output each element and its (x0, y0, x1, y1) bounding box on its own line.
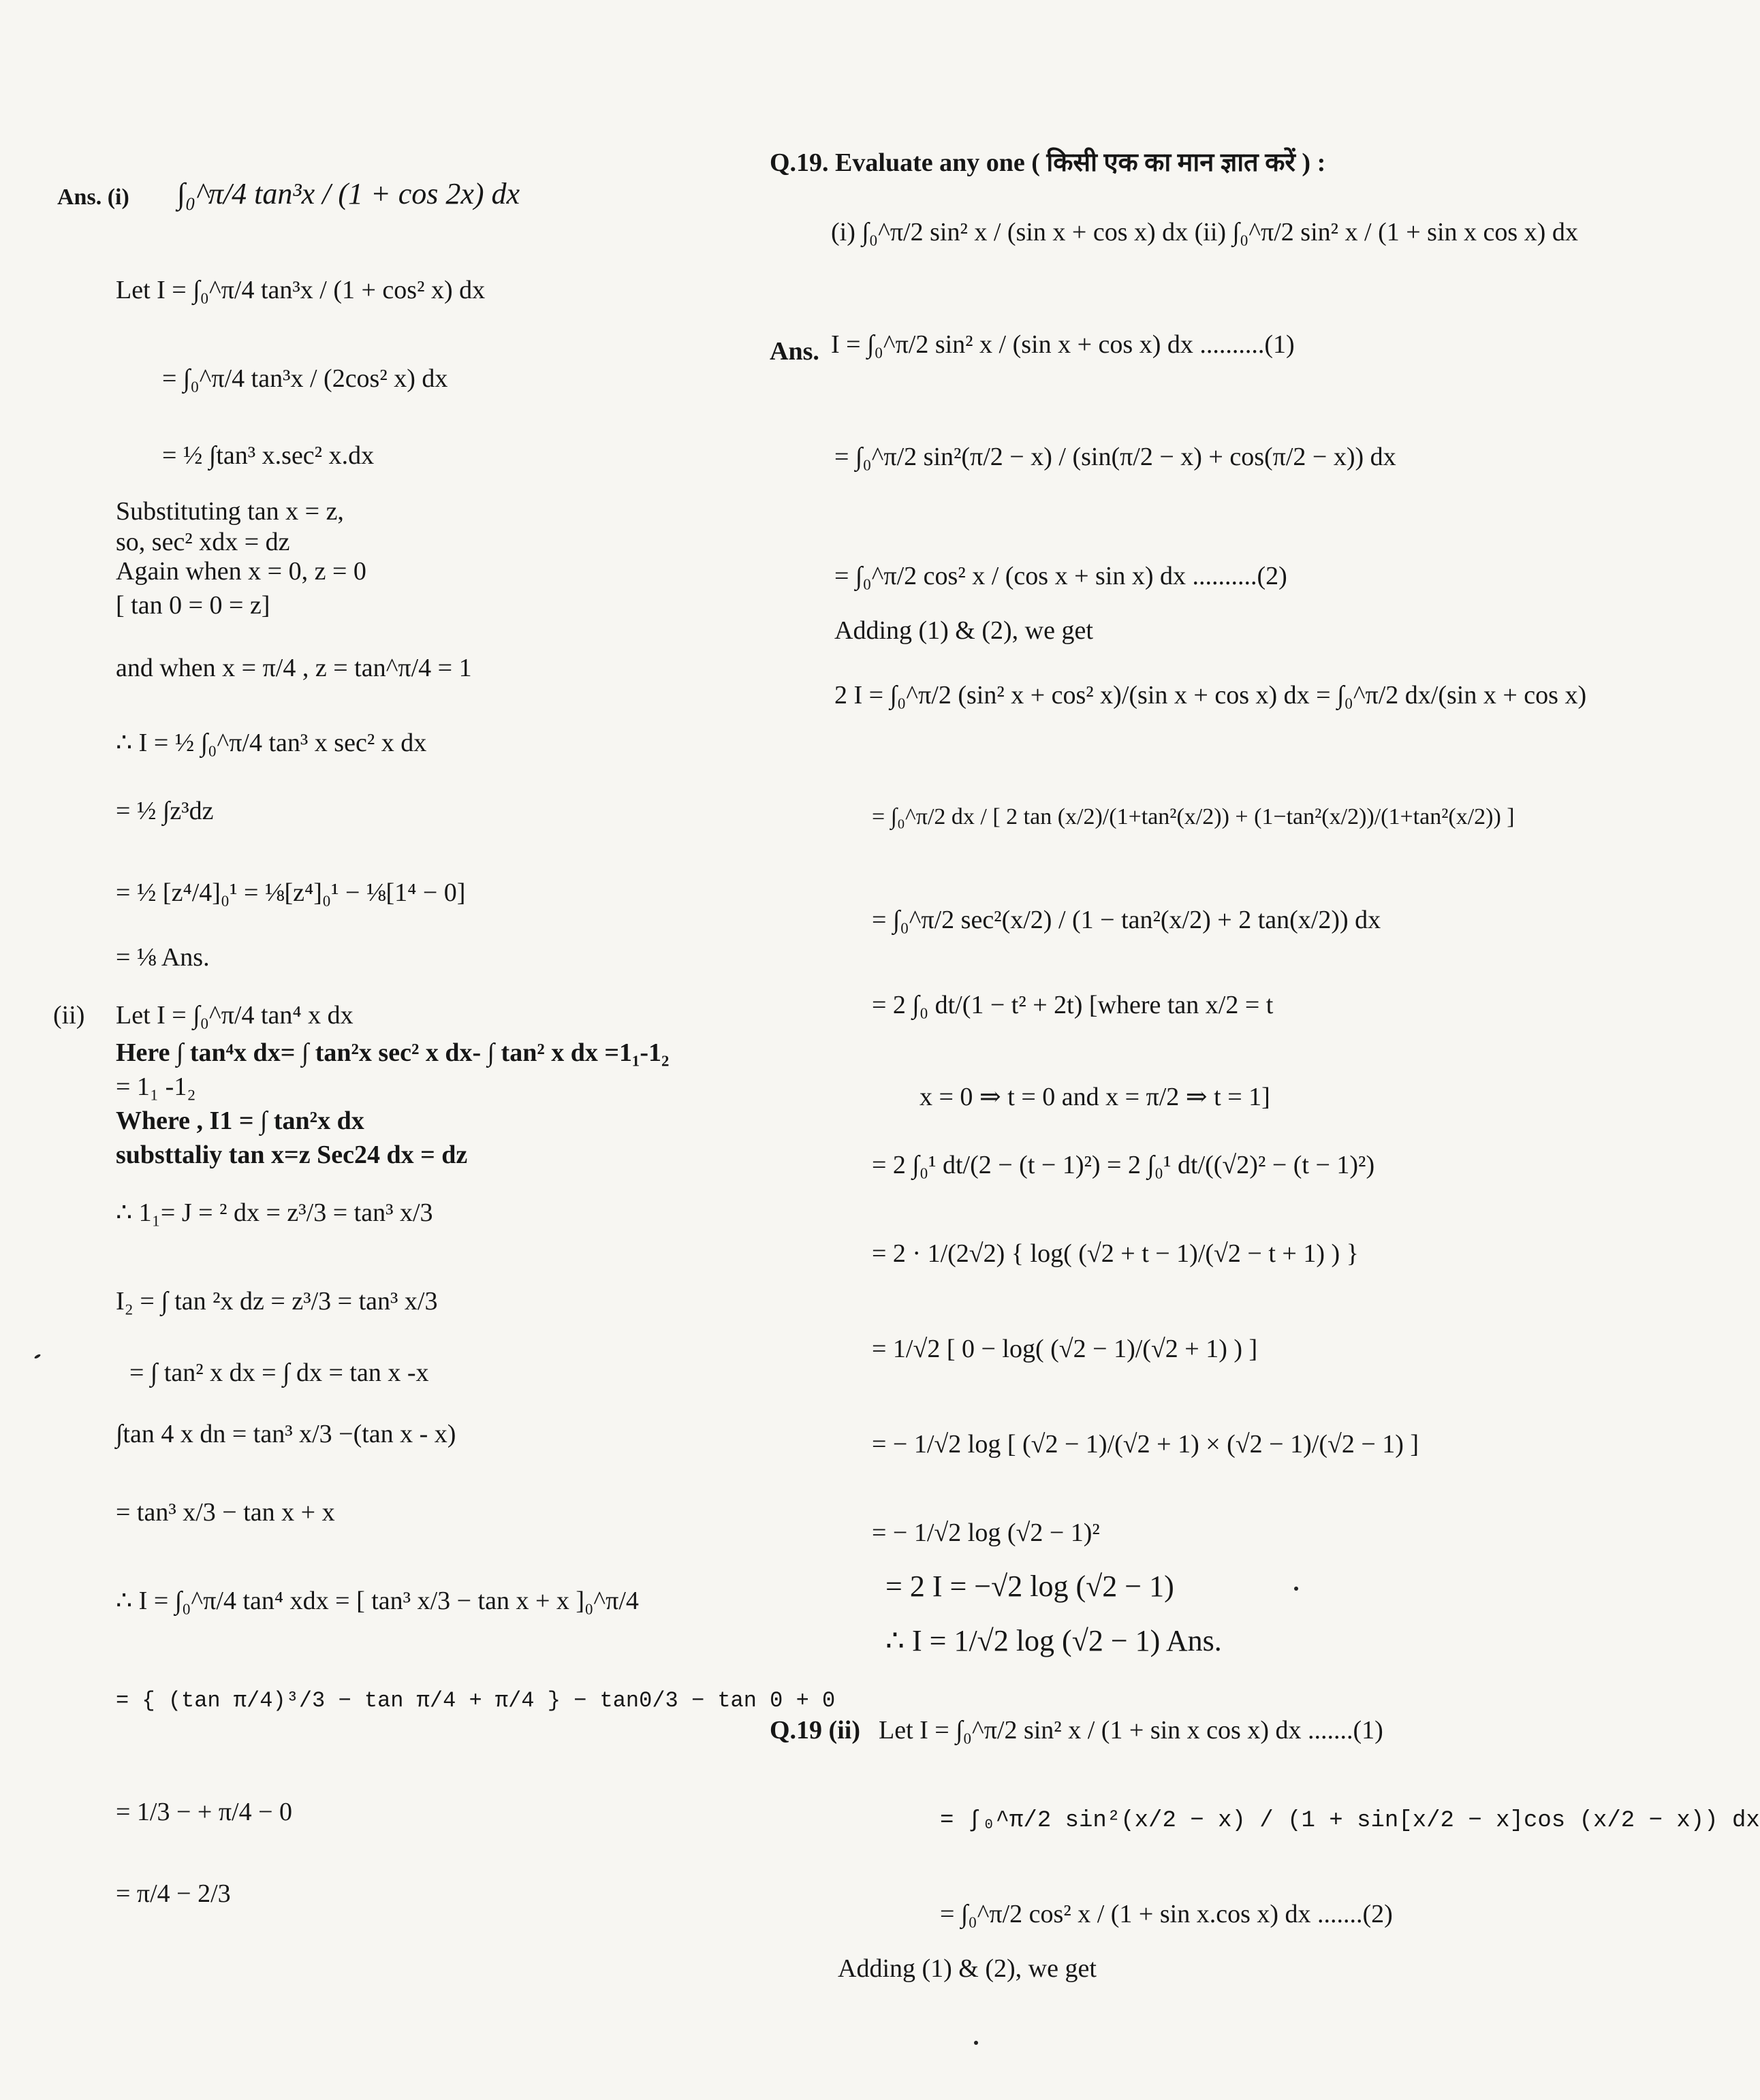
math-line: ∴ 1₁= J = ² dx = z³/3 = tan³ x/3 (116, 1198, 433, 1227)
answer-label: Ans. (770, 337, 819, 366)
math-line: = ∫₀^π/2 cos² x / (cos x + sin x) dx ..........(2) (834, 562, 1287, 590)
math-line: = 2 ∫₀ dt/(1 − t² + 2t) [where tan x/2 = t (872, 991, 1274, 1019)
math-line: Let I = ∫₀^π/4 tan⁴ x dx (116, 1001, 353, 1030)
math-line: = ⅛ Ans. (116, 943, 210, 972)
math-line: Here ∫ tan⁴x dx= ∫ tan²x sec² x dx- ∫ tan² x dx =1₁-1₂ (116, 1038, 670, 1067)
text-line: so, sec² xdx = dz (116, 528, 290, 556)
q19ii-label: Q.19 (ii) (770, 1716, 860, 1745)
math-line: = ½ ∫z³dz (116, 797, 214, 825)
math-line: Let I = ∫₀^π/4 tan³x / (1 + cos² x) dx (116, 276, 486, 304)
scan-speck (1294, 1587, 1298, 1591)
math-line: = π/4 − 2/3 (116, 1879, 231, 1908)
math-line: = ∫₀^π/2 sin²(x/2 − x) / (1 + sin[x/2 − x]cos (x/2 − x)) dx (940, 1808, 1760, 1834)
math-line: = ½ [z⁴/4]₀¹ = ⅛[z⁴]₀¹ − ⅛[1⁴ − 0] (116, 878, 466, 907)
right-column (756, 0, 1760, 2100)
part-ii-label: (ii) (53, 1001, 85, 1030)
math-line: = 2 · 1/(2√2) { log( (√2 + t − 1)/(√2 − t + 1) ) } (872, 1239, 1359, 1268)
math-line: = ∫₀^π/2 sec²(x/2) / (1 − tan²(x/2) + 2 tan(x/2)) dx (872, 906, 1381, 934)
scan-speck (974, 2041, 978, 2045)
math-line: Where , I1 = ∫ tan²x dx (116, 1107, 364, 1135)
math-line: ∫tan 4 x dn = tan³ x/3 −(tan x - x) (116, 1420, 456, 1448)
math-line: ∴ I = ∫₀^π/4 tan⁴ xdx = [ tan³ x/3 − tan x + x ]₀^π/4 (116, 1587, 639, 1615)
math-line: = 2 I = −√2 log (√2 − 1) (885, 1570, 1174, 1603)
math-line: x = 0 ⇒ t = 0 and x = π/2 ⇒ t = 1] (920, 1083, 1270, 1111)
math-line: = 1/3 − + π/4 − 0 (116, 1798, 293, 1826)
math-line: = { (tan π/4)³/3 − tan π/4 + π/4 } − tan0/3 − tan 0 + 0 (116, 1688, 836, 1713)
math-line: ∴ I = ½ ∫₀^π/4 tan³ x sec² x dx (116, 729, 427, 757)
text-line: [ tan 0 = 0 = z] (116, 591, 270, 620)
math-line: = ½ ∫tan³ x.sec² x.dx (162, 441, 375, 470)
math-line: = 1₁ -1₂ (116, 1072, 196, 1101)
math-line: = − 1/√2 log [ (√2 − 1)/(√2 + 1) × (√2 − 1)/(√2 − 1) ] (872, 1430, 1419, 1459)
math-line: = ∫ tan² x dx = ∫ dx = tan x -x (129, 1358, 429, 1387)
text-line: Adding (1) & (2), we get (834, 616, 1093, 645)
scan-speck (34, 1354, 42, 1359)
question-options: (i) ∫₀^π/2 sin² x / (sin x + cos x) dx (ii) ∫₀^π/2 sin² x / (1 + sin x cos x) dx (831, 218, 1578, 246)
math-line: substtaliy tan x=z Sec24 dx = dz (116, 1141, 468, 1169)
math-line: = − 1/√2 log (√2 − 1)² (872, 1518, 1100, 1547)
math-line: = ∫₀^π/2 dx / [ 2 tan (x/2)/(1+tan²(x/2)) + (1−tan²(x/2))/(1+tan²(x/2)) ] (872, 804, 1515, 829)
math-line: = 2 ∫₀¹ dt/(2 − (t − 1)²) = 2 ∫₀¹ dt/((√2)² − (t − 1)²) (872, 1151, 1375, 1179)
question-title: Q.19. Evaluate any one ( किसी एक का मान ज्ञात करें ) : (770, 148, 1326, 177)
answer-label: Ans. (i) (57, 185, 129, 210)
math-line: Let I = ∫₀^π/2 sin² x / (1 + sin x cos x) dx .......(1) (879, 1716, 1383, 1745)
math-line: 2 I = ∫₀^π/2 (sin² x + cos² x)/(sin x + cos x) dx = ∫₀^π/2 dx/(sin x + cos x) (834, 681, 1587, 710)
math-line: = tan³ x/3 − tan x + x (116, 1498, 335, 1527)
text-line: Adding (1) & (2), we get (838, 1954, 1097, 1983)
text-line: Substituting tan x = z, (116, 497, 344, 526)
math-line: and when x = π/4 , z = tan^π/4 = 1 (116, 654, 472, 682)
result-line: ∴ I = 1/√2 log (√2 − 1) Ans. (885, 1624, 1222, 1657)
math-line: = 1/√2 [ 0 − log( (√2 − 1)/(√2 + 1) ) ] (872, 1335, 1258, 1363)
text-line: Again when x = 0, z = 0 (116, 557, 366, 586)
math-line: I = ∫₀^π/2 sin² x / (sin x + cos x) dx ..........(1) (831, 330, 1295, 359)
math-line: = ∫₀^π/2 cos² x / (1 + sin x.cos x) dx .......(2) (940, 1900, 1393, 1928)
math-line: = ∫₀^π/4 tan³x / (2cos² x) dx (162, 364, 448, 393)
math-line: ∫₀^π/4 tan³x / (1 + cos 2x) dx (177, 177, 520, 210)
math-line: I₂ = ∫ tan ²x dz = z³/3 = tan³ x/3 (116, 1287, 438, 1316)
math-line: = ∫₀^π/2 sin²(π/2 − x) / (sin(π/2 − x) + cos(π/2 − x)) dx (834, 443, 1396, 471)
